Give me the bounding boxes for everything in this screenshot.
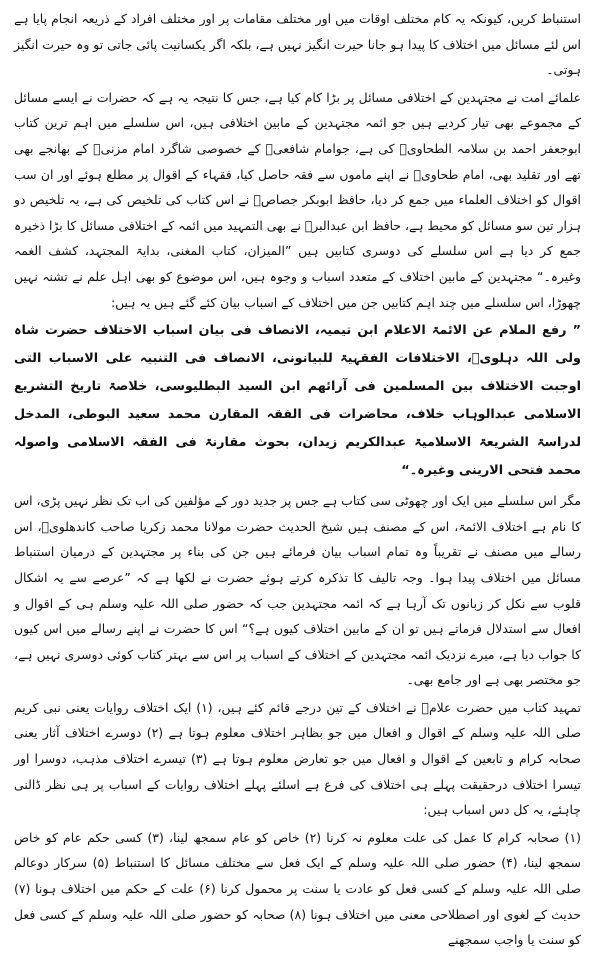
paragraph-ten-causes: (۱) صحابہ کرام کا عمل کی علت معلوم نہ کرنا (۲) خاص کو عام سمجھ لینا، (۳) کسی حکم عام کو خاص سمجھ لینا، (۴) حضور صلی اللہ علیہ وسلم کے ایک فعل سے مختلف مسائل کا استنباط (۵) سرکار دوعالم صلی اللہ علیہ وسلم کے کسی فعل کو عادت یا سنت پر محمول کرنا (۶) علت کے حکم میں اختلاف ہونا (۷) حدیث کے لغوی اور اصطلاحی معنی میں اختلاف ہونا (۸) صحابہ کو حضور صلی اللہ علیہ وسلم کے کسی فعل کو سنت یا واجب سمجھنے: [14, 829, 581, 948]
paragraph-intro-continuation: استنباط کریں، کیونکہ یہ کام مختلف اوقات میں اور مختلف مقامات پر اور مختلف افراد کے ذریعہ انجام پایا ہے اس لئے مسائل میں اختلاف کا پیدا ہو جانا حیرت انگیز نہیں ہے، بلکہ اگر یکسانیت پائی جاتی تو وہ حیرت انگیز ہوتی۔: [14, 11, 581, 78]
paragraph-ikhtilaf-al-aimma: مگر اس سلسلے میں ایک اور چھوٹی سی کتاب ہے جس پر جدید دور کے مؤلفین کی اب تک نظر نہیں پڑی، اس کا نام ہے اختلاف الائمۃ، اس کے مصنف ہیں شیخ الحدیث حضرت مولانا محمد زکریا صاحب کاندھلویؒ، اس رسالے میں مصنف نے تقریباً وہ تمام اسباب بیان فرمائے ہیں جن کی بناء پر مجتہدین کے درمیان استنباط مسائل میں اختلاف پیدا ہوا۔ وجہ تالیف کا تذکرہ کرتے ہوئے حضرت نے لکھا ہے کہ ”عرصے سے یہ اشکال قلوب سے نکل کر زبانوں تک آرہا ہے کہ ائمہ مجتہدین جب کہ حضور صلی اللہ علیہ وسلم ہی کے اقوال و افعال سے استدلال فرماتے ہیں تو ان کے مابین اختلاف کیوں ہے؟“ اس کا حضرت نے اپنے رسالے میں اس کیوں کا جواب دیا ہے، میرے نزدیک ائمہ مجتہدین کے اختلاف کے اسباب پر اس سے بہتر کتاب کوئی دوسری نہیں ہے، جو مختصر بھی ہے اور جامع بھی۔: [14, 493, 581, 688]
arabic-book-list: ” رفع الملام عن الائمۃ الاعلام ابن تیمیہ، الانصاف فی بیان اسباب الاختلاف حضرت شاہ ولی اللہ دہلویؒ، الاختلافات الفقہیۃ للبیانونی، الانصاف فی التنبیہ علی الاسباب التی اوجبت الاختلاف بین المسلمین فی آرائھم ابن السید البطلیوسی، خلاصۃ تاریخ التشریع الاسلامی عبدالوہاب خلاف، محاضرات فی الفقہ المقارن محمد سعید البوطی، المدخل لدراسۃ الشریعۃ الاسلامیۃ عبدالکریم زیدان، بحوث مقارنۃ فی الفقہ الاسلامی واصولہ محمد فتحی الارینی وغیرہ۔“: [14, 323, 581, 479]
paragraph-works-on-differences: علمائے امت نے مجتہدین کے اختلافی مسائل پر بڑا کام کیا ہے، جس کا نتیجہ یہ ہے کہ حضرات نے ایسے مسائل کے مجموعے بھی تیار کردیے ہیں جو ائمہ مجتہدین کے مابین اختلافی ہیں، اس سلسلے میں اہم ترین کتاب ابوجعفر احمد بن سلامہ الطحاویؒ کی ہے، جوامام شافعیؒ کے خصوصی شاگرد امام مزنیؒ کے بھانجے بھی تھے اور تقلید بھی، امام طحاویؒ نے اپنے ماموں سے فقہ حاصل کیا، فقہاء کے اقوال پر مطلع ہوئے اور ان سب اقوال کو اختلاف العلماء میں جمع کر دیا، حافظ ابوبکر جصاصؒ نے اس کتاب کی تلخیص کی ہے، یہ تلخیص دو ہزار تین سو مسائل کو محیط ہے، حافظ ابن عبدالبرؒ نے بھی التمہید میں ائمہ کے اختلافی مسائل کا بڑا ذخیرہ جمع کر دیا ہے اس سلسلے کی دوسری کتابیں ہیں ”المیزان، کتاب المغنی، بدایۃ المجتہد، کشف الغمہ وغیرہ۔“ مجتہدین کے مابین اختلاف کے متعدد اسباب و وجوہ ہیں، اس موضوع کو بھی اہل علم نے تشنہ نہیں چھوڑا، اس سلسلے میں چند اہم کتابیں جن میں اختلاف کے اسباب بیان کئے گئے ہیں یہ ہیں:: [14, 89, 581, 310]
paragraph-three-levels: تمہید کتاب میں حضرت علامؒ نے اختلاف کے تین درجے قائم کئے ہیں، (۱) ایک اختلاف روایات یعنی نبی کریم صلی اللہ علیہ وسلم کے اقوال و افعال میں جو بظاہر اختلاف معلوم ہوتا ہے (۲) دوسرے اختلاف آثار یعنی صحابہ کرام و تابعین کے اقوال و افعال میں جو تعارض معلوم ہوتا ہے (۳) تیسرے اختلاف مذہب، دوسرا اور تیسرا اختلاف درحقیقت پہلے ہی اختلاف کی فرع ہے اسلئے پہلے اختلاف روایات کے اسباب پر ہی نظر ڈالنی چاہئے، یہ کل دس اسباب ہیں:: [14, 699, 582, 818]
